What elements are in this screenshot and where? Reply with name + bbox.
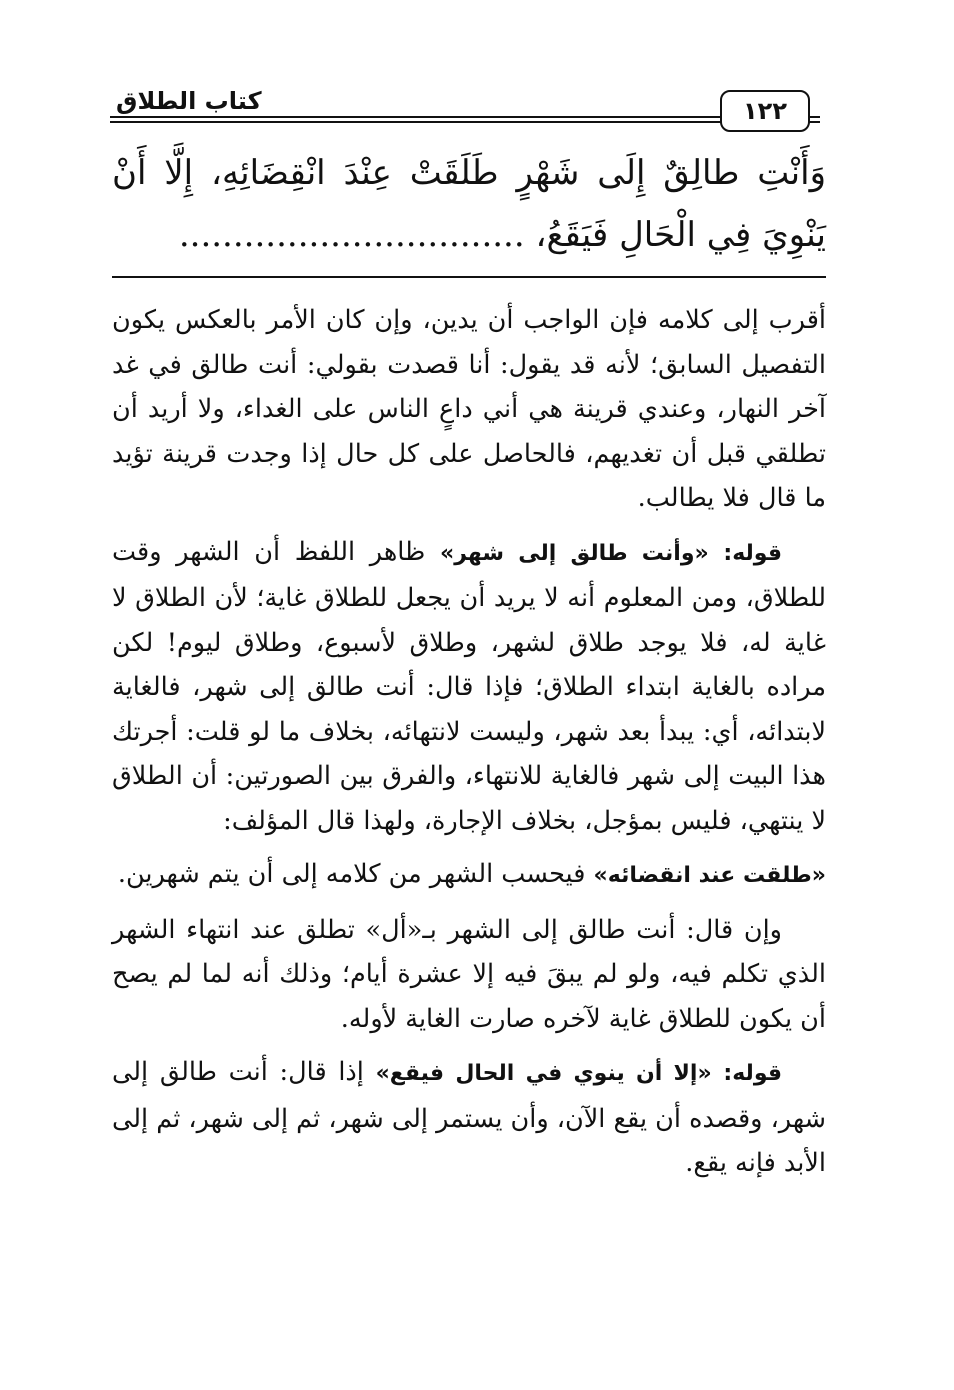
paragraph-quote: «طلقت عند انقضائه» [593,863,826,888]
paragraph [112,1050,826,1186]
paragraph-text: ظاهر اللفظ أن الشهر وقت للطلاق، ومن المعلوم أنه لا يريد أن يجعل للطلاق غاية؛ لأن الطلاق لا غاية له، فلا يوجد طلاق لشهر، وطلاق لأسبوع، وطلاق ليوم! لكن مراده بالغاية ابتداء الطلاق؛ فإذا قال: أنت طالق إلى شهر، فالغاية لابتدائه، أي: يبدأ بعد شهر، وليست لانتهائه، بخلاف ما لو قلت: أجرتك هذا البيت إلى شهر فالغاية للانتهاء، والفرق بين الصورتين: أن الطلاق لا ينتهي، فليس بمؤجل، بخلاف الإجارة، ولهذا قال المؤلف: [112,536,826,836]
page-header [110,86,826,134]
paragraph [112,530,826,844]
paragraph-text: فيحسب الشهر من كلامه إلى أن يتم شهرين. [117,859,594,889]
matn-text [112,142,826,266]
paragraph-text: أقرب إلى كلامه فإن الواجب أن يدين، وإن كان الأمر بالعكس يكون التفصيل السابق؛ لأنه قد يقول: أنا قصدت بقولي: أنت طالق في غد آخر النهار، وعندي قرينة هي أني داعٍ الناس على الغداء، ولا أريد أن تطلقي قبل أن تغديهم، فالحاصل على كل حال إذا وجدت قرينة تؤيد ما قال فلا يطالب. [112,305,826,513]
paragraph-quote: «وأنت طالق إلى شهر» [439,540,709,566]
paragraph-text: وإن قال: أنت طالق إلى الشهر بـ«أل» تطلق عند انتهاء الشهر الذي تكلم فيه، ولو لم يبقَ فيه إلا عشرة أيام؛ وذلك أنه لما لم يصح أن يكون للطلاق غاية لآخره صارت الغاية لأوله. [112,914,826,1034]
commentary-body [112,298,826,1195]
paragraph-lead: قوله: [723,540,783,566]
running-title: كتاب الطلاق [110,86,268,116]
header-rule [110,121,820,123]
paragraph [112,298,826,521]
paragraph-text: إذا قال: أنت طالق إلى شهر، وقصده أن يقع الآن، وأن يستمر إلى شهر، ثم إلى شهر، ثم إلى الأبد فإنه يقع. [112,1057,826,1178]
matn-verse: وَأَنْتِ طالِقٌ إِلَى شَهْرٍ طَلَقَتْ عِنْدَ انْقِضَائِهِ، إِلَّا أَنْ يَنْوِيَ فِي الْحَالِ فَيَقَعُ، [112,153,826,255]
paragraph-lead: قوله: [723,1061,783,1086]
header-rule [110,116,820,118]
paragraph [112,908,826,1042]
separator-rule [112,276,826,278]
page-number: ١٢٢ [743,97,787,125]
page-number-box [720,90,810,132]
paragraph [112,852,826,899]
paragraph-quote: «إلا أن ينوي في الحال فيقع» [375,1061,712,1086]
matn-dots: ................................ [178,215,525,255]
